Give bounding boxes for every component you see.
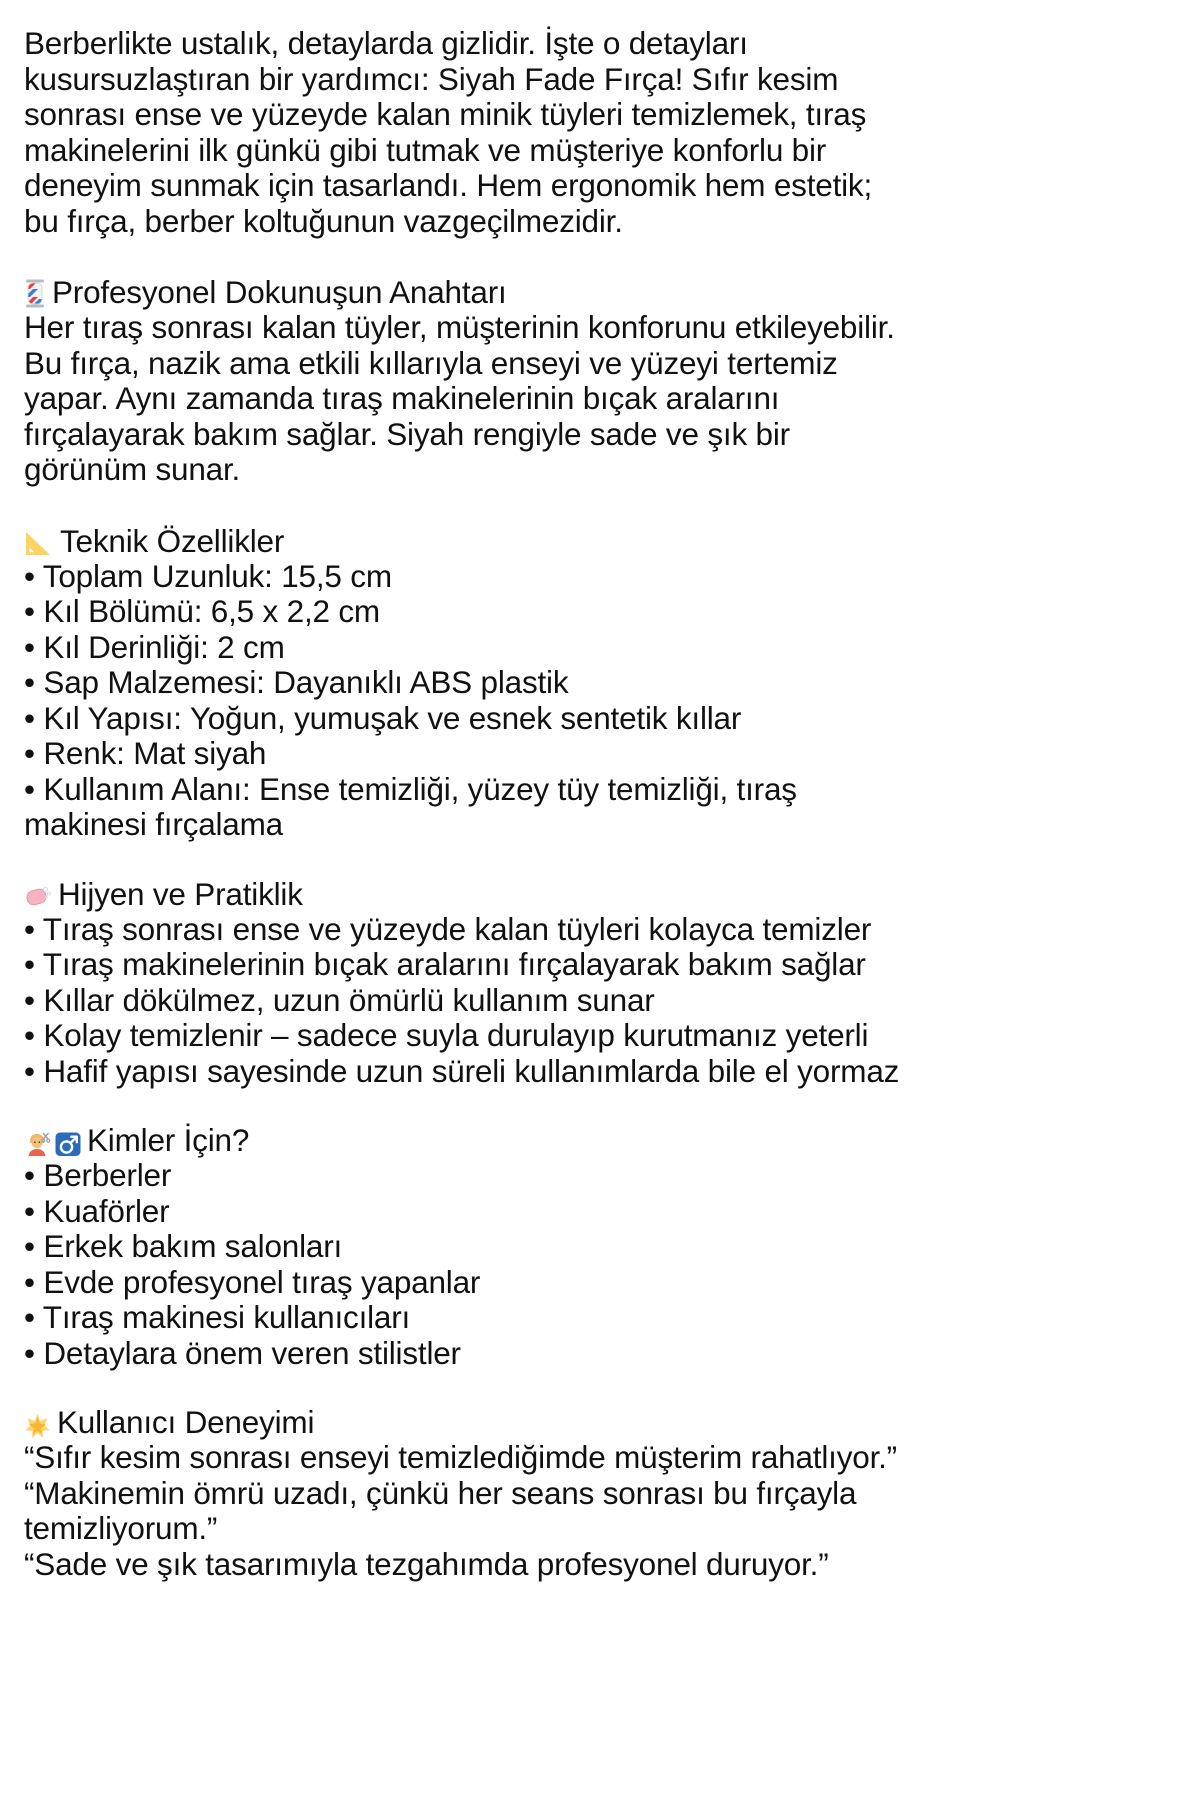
barber-pole-icon (24, 279, 46, 309)
intro-paragraph (24, 26, 1170, 239)
section-heading-text: Kullanıcı Deneyimi (57, 1404, 315, 1440)
spec-item-continuation: makinesi fırçalama (24, 806, 283, 842)
section-kimler-icin (24, 1122, 1170, 1371)
spacer (24, 1089, 1170, 1122)
glowing-star-icon (24, 1412, 51, 1439)
spacer (24, 1371, 1170, 1404)
section-line: fırçalayarak bakım sağlar. Siyah rengiyle sade ve şık bir (24, 415, 790, 452)
soap-bar-icon (24, 883, 52, 911)
section-line: Bu fırça, nazik ama etkili kıllarıyla enseyi ve yüzeyi tertemiz (24, 344, 838, 381)
spec-item: • Kıl Bölümü: 6,5 x 2,2 cm (24, 593, 380, 629)
audience-item: • Berberler (24, 1157, 172, 1193)
intro-line: deneyim sunmak için tasarlandı. Hem ergonomik hem estetik; (24, 167, 873, 203)
benefit-item: • Tıraş makinelerinin bıçak aralarını fırçalayarak bakım sağlar (24, 946, 866, 982)
intro-line: bu fırça, berber koltuğunun vazgeçilmezidir. (24, 202, 623, 239)
intro-line: makinelerini ilk günkü gibi tutmak ve müşteriye konforlu bir (24, 131, 827, 168)
intro-line: Berberlikte ustalık, detaylarda gizlidir. İşte o detayları (24, 25, 748, 61)
audience-item: • Erkek bakım salonları (24, 1228, 343, 1264)
testimonial-line: “Makinemin ömrü uzadı, çünkü her seans sonrası bu fırçayla (24, 1474, 857, 1511)
section-hijyen-pratiklik (24, 876, 1170, 1090)
audience-item: • Tıraş makinesi kullanıcıları (24, 1299, 411, 1335)
section-heading (24, 523, 1170, 559)
section-heading (24, 1122, 1170, 1158)
testimonial-line: “Sıfır kesim sonrası enseyi temizlediğimde müşterim rahatlıyor.” (24, 1439, 897, 1475)
section-teknik-ozellikler (24, 523, 1170, 843)
testimonial-line: “Sade ve şık tasarımıyla tezgahımda profesyonel duruyor.” (24, 1545, 829, 1582)
section-heading (24, 274, 1170, 310)
section-kullanici-deneyimi (24, 1404, 1170, 1582)
haircut-person-icon (24, 1129, 51, 1157)
intro-line: sonrası ense ve yüzeyde kalan minik tüyleri temizlemek, tıraş (24, 96, 867, 132)
spec-item: • Renk: Mat siyah (24, 735, 267, 771)
spec-item: • Kıl Yapısı: Yoğun, yumuşak ve esnek sentetik kıllar (24, 699, 742, 736)
spec-item: • Toplam Uzunluk: 15,5 cm (24, 557, 392, 594)
section-line: görünüm sunar. (24, 451, 241, 487)
testimonial-line: temizliyorum.” (24, 1510, 218, 1546)
benefit-item: • Hafif yapısı sayesinde uzun süreli kullanımlarda bile el yormaz (24, 1052, 900, 1089)
spacer (24, 239, 1170, 274)
section-heading (24, 1404, 1170, 1440)
spacer (24, 488, 1170, 523)
triangular-ruler-icon (24, 530, 54, 558)
audience-item: • Evde profesyonel tıraş yapanlar (24, 1263, 481, 1300)
section-profesyonel-dokunus (24, 274, 1170, 488)
audience-item: • Detaylara önem veren stilistler (24, 1334, 461, 1371)
spacer (24, 843, 1170, 876)
section-heading-text: Profesyonel Dokunuşun Anahtarı (52, 274, 507, 310)
spec-item: • Kullanım Alanı: Ense temizliği, yüzey tüy temizliği, tıraş (24, 770, 797, 807)
audience-item: • Kuaförler (24, 1192, 170, 1229)
section-line: yapar. Aynı zamanda tıraş makinelerinin bıçak aralarını (24, 380, 780, 416)
benefit-item: • Kolay temizlenir – sadece suyla durulayıp kurutmanız yeterli (24, 1017, 869, 1053)
section-heading-text: Kimler İçin? (87, 1122, 250, 1158)
section-heading-text: Teknik Özellikler (60, 522, 285, 559)
male-sign-icon (55, 1131, 81, 1157)
benefit-item: • Kıllar dökülmez, uzun ömürlü kullanım sunar (24, 981, 655, 1018)
section-heading-text: Hijyen ve Pratiklik (58, 875, 303, 912)
benefit-item: • Tıraş sonrası ense ve yüzeyde kalan tüyleri kolayca temizler (24, 910, 872, 947)
section-heading (24, 876, 1170, 912)
section-line: Her tıraş sonrası kalan tüyler, müşterinin konforunu etkileyebilir. (24, 309, 895, 345)
intro-line: kusursuzlaştıran bir yardımcı: Siyah Fade Fırça! Sıfır kesim (24, 60, 839, 97)
spec-item: • Sap Malzemesi: Dayanıklı ABS plastik (24, 664, 569, 700)
spec-item: • Kıl Derinliği: 2 cm (24, 628, 285, 665)
